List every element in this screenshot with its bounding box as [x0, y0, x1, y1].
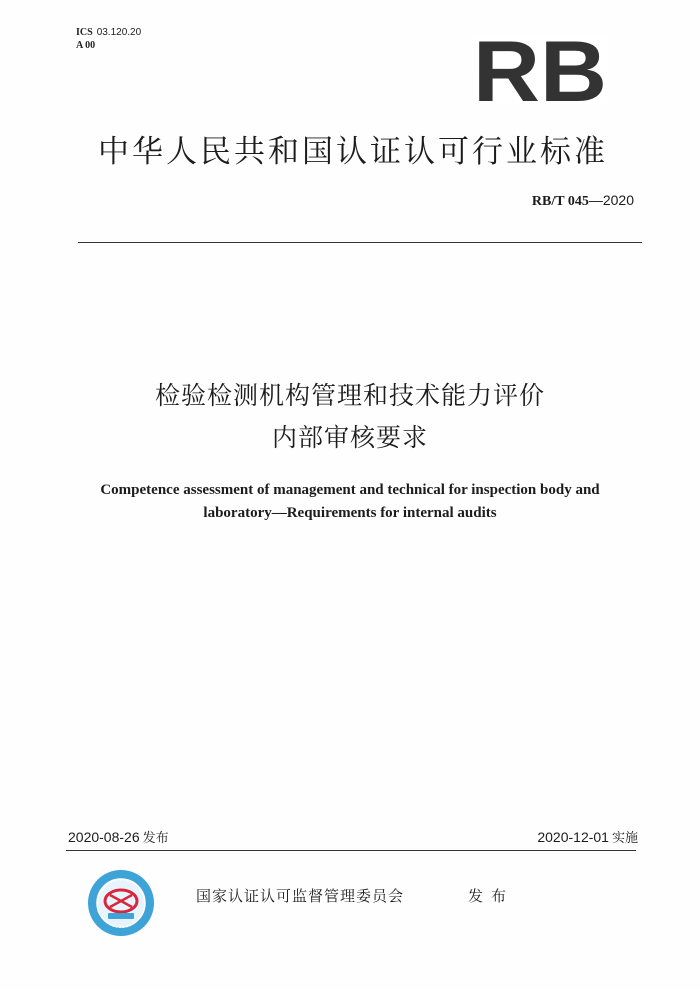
standard-year: —2020 [588, 192, 634, 208]
implementation-date-value: 2020-12-01 [537, 829, 609, 845]
standard-code: RB/T 045 [531, 194, 589, 209]
anti-counterfeit-seal-icon [86, 868, 156, 938]
ccs-code: A 00 [76, 40, 96, 51]
issue-date-value: 2020-08-26 [68, 829, 140, 845]
title-chinese-line2: 内部审核要求 [271, 423, 428, 452]
ics-code: 03.120.20 [96, 27, 142, 38]
rb-logo-text: RB [473, 37, 607, 104]
ics-line [76, 26, 141, 39]
rb-logo [472, 37, 608, 104]
implementation-date-word: 实施 [611, 831, 638, 846]
header-divider [78, 242, 642, 243]
publisher-publish-word: 发布 [468, 887, 515, 905]
implementation-date [537, 827, 638, 846]
title-english-line2: laboratory—Requirements for internal audits [203, 505, 497, 521]
standard-number [532, 192, 634, 210]
ics-label: ICS [76, 27, 93, 38]
series-title: 中华人民共和国认证认可行业标准 [98, 134, 608, 170]
issue-date [68, 827, 169, 846]
title-chinese-line1: 检验检测机构管理和技术能力评价 [154, 381, 545, 410]
issue-date-word: 发布 [142, 831, 169, 846]
footer-divider [66, 850, 636, 851]
publisher-name: 国家认证认可监督管理委员会 [196, 887, 405, 905]
title-english-line1: Competence assessment of management and technical for inspection body and [100, 482, 600, 498]
classification-codes [76, 26, 141, 52]
